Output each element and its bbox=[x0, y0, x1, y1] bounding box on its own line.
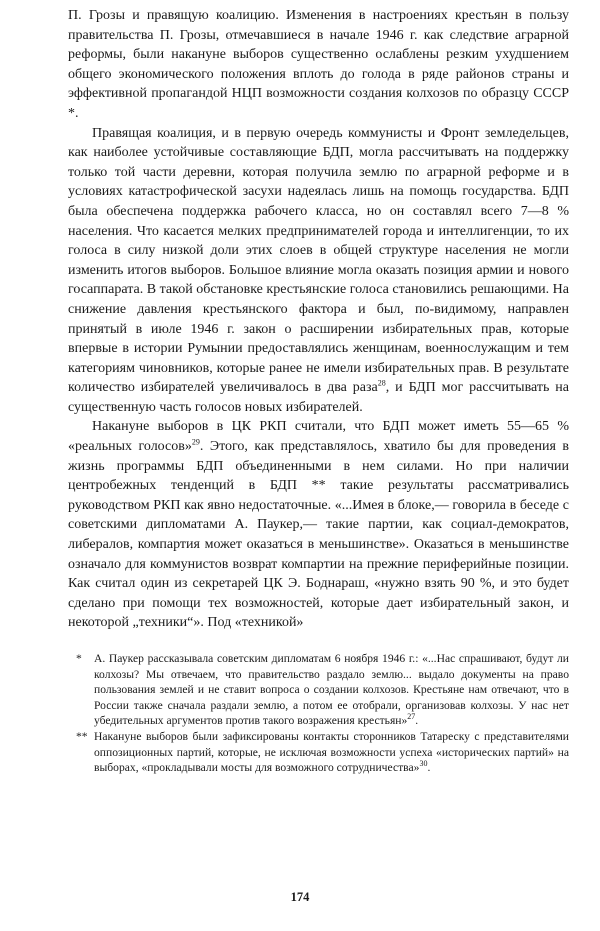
paragraph-1: П. Грозы и правящую коалицию. Изменения в настроениях крестьян в пользу правительства П. Грозы, отмечавшиеся в начале 1946 г. как следствие аграрной реформы, были накануне выборов существенно ослаблены резким ухудшением общего экономического положения вплоть до голода в ряде районов страны и эффективной пропагандой НЦП возможности создания колхозов по образцу СССР *. bbox=[68, 8, 569, 121]
ref-27: 27 bbox=[407, 712, 416, 722]
footnote-1-end: . bbox=[415, 714, 419, 728]
paragraph-3 bbox=[68, 417, 569, 633]
footnote-2-mark: ** bbox=[76, 729, 88, 743]
book-page bbox=[68, 6, 569, 776]
page-number: 174 bbox=[290, 890, 310, 904]
footnote-2-text: Накануне выборов были зафиксированы контакты сторонников Татареску с представителями оппозиционных партий, которые, не исключая возможности успеха «исторических партий» на выборах, «прокладывали мосты для возможного сотрудничества» bbox=[94, 729, 569, 775]
paragraph-2 bbox=[68, 124, 569, 418]
paragraph-3-text: Накануне выборов в ЦК РКП считали, что БДП может иметь 55—65 % «реальных голосов» bbox=[68, 419, 569, 455]
footnote-1 bbox=[68, 651, 569, 729]
ref-28: 28 bbox=[377, 378, 386, 388]
paragraph-3-end: . Этого, как представлялось, хватило бы для проведения в жизнь программы БДП объединенными в нем силами. Но при наличии центробежных тенденций в БДП ** такие результаты рассматривались руководством РКП как явно недостаточные. «...Имея в блоке,— говорила в беседе с советскими дипломатами А. Паукер,— такие партии, как социал-демократов, либералов, компартия может оказаться в меньшинстве». Оказаться в меньшинстве означало для коммунистов возврат компартии на прежние периферийные позиции. Как считал один из секретарей ЦК Э. Боднараш, «нужно взять 90 %, и это будет сделано при помощи тех возможностей, которые дает избирательный закон, и некоторой „техники“». Под «техникой» bbox=[68, 439, 569, 631]
footnote-1-text: А. Паукер рассказывала советским дипломатам 6 ноября 1946 г.: «...Нас спрашивают, будут ли колхозы? Мы отвечаем, что правительство раздало землю... выдало документы на право пользования землей и не ставит вопроса о создании колхозов. Крестьяне нам отвечают, что в России также сначала раздали землю, а потом ее отобрали, организовав колхозы. У нас нет убедительных аргументов против такого возражения крестьян» bbox=[94, 652, 569, 728]
footnote-1-mark: * bbox=[76, 652, 82, 665]
ref-30: 30 bbox=[419, 759, 428, 769]
paragraph-2-text: Правящая коалиция, и в первую очередь коммунисты и Фронт земледельцев, как наиболее устойчивые составляющие БДП, могла рассчитывать на поддержку только той части деревни, которая получила землю по аграрной реформе и в условиях катастрофической засухи надеялась лишь на помощь государства. БДП была обеспечена поддержка рабочего класса, но он составлял всего 7—8 % населения. Что касается мелких предпринимателей города и интеллигенции, то их голоса в силу низкой доли этих слоев в общей структуре населения не могли изменить итогов выборов. Большое влияние могла оказать позиция армии и нового госаппарата. В такой обстановке крестьянские голоса становились решающими. На снижение давления крестьянского фактора и был, по-видимому, направлен принятый в июле 1946 г. закон о расширении избирательных прав, которые впервые в истории Румынии предоставлялись женщинам, военнослужащим и тем категориям чиновников, которые ранее не имели избирательных прав. В результате количество избирателей увеличивалось в два раза bbox=[68, 125, 569, 396]
paragraph-2-end: , и БДП мог рассчитывать на существенную часть голосов новых избирателей. bbox=[68, 380, 569, 415]
ref-29: 29 bbox=[191, 437, 200, 447]
footnote-2 bbox=[68, 729, 569, 776]
main-text bbox=[68, 6, 569, 633]
footnote-2-end: . bbox=[427, 761, 431, 775]
footnotes bbox=[68, 651, 569, 776]
